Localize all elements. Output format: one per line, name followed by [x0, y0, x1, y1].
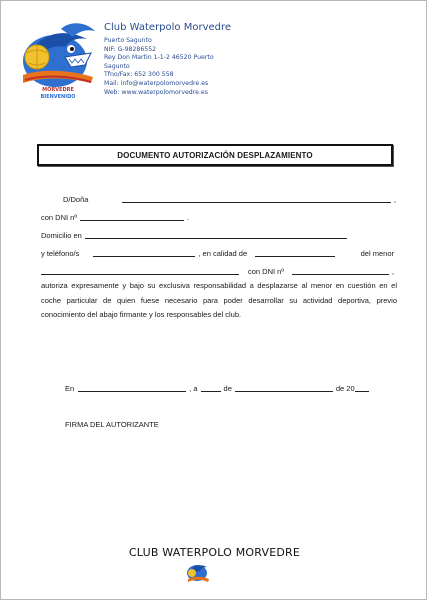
club-info-block: [104, 21, 231, 97]
label-dni: con DNI nº: [41, 213, 78, 222]
blank-day[interactable]: [201, 383, 221, 392]
logo-text-bienvenido: BIENVENIDO: [40, 94, 76, 100]
club-info-line: Tfno/Fax: 652 300 558: [104, 71, 174, 79]
club-info-line: Rey Don Martin 1-1-2 46520 Puerto: [104, 54, 214, 62]
club-logo-icon: [15, 17, 101, 101]
label-phone: y teléfono/s: [41, 249, 80, 258]
label-de: de: [223, 384, 232, 393]
form-line-name: [63, 194, 396, 205]
label-dona: D/Doña: [63, 195, 89, 204]
blank-place[interactable]: [78, 383, 186, 392]
form-line-date: [65, 383, 376, 394]
blank-minor-dni[interactable]: [292, 266, 389, 275]
label-minor-dni: con DNI nº: [248, 267, 285, 276]
footer-logo-icon: [185, 560, 211, 586]
label-en: En: [65, 384, 75, 393]
club-info-line: Mail: info@waterpolomorvedre.es: [104, 79, 209, 87]
logo-text-morvedre: MORVEDRE: [42, 87, 74, 93]
blank-name[interactable]: [122, 194, 390, 203]
label-a: , a: [189, 384, 198, 393]
blank-month[interactable]: [235, 383, 333, 392]
label-capacity: , en calidad de: [198, 249, 248, 258]
club-info-line: Web: www.waterpolomorvedre.es: [104, 88, 208, 96]
line-end: ,: [391, 267, 394, 276]
blank-address[interactable]: [85, 230, 347, 239]
line-end: ,: [393, 195, 396, 204]
form-line-minor: [41, 266, 394, 277]
signature-label: FIRMA DEL AUTORIZANTE: [65, 420, 159, 429]
label-address: Domicilio en: [41, 231, 82, 240]
document-title-box: [37, 144, 393, 166]
club-info-line: Sagunto: [104, 62, 130, 70]
document-title: DOCUMENTO AUTORIZACIÓN DESPLAZAMIENTO: [117, 150, 313, 160]
club-info-line: Puerto Sagunto: [104, 37, 152, 44]
blank-capacity[interactable]: [255, 248, 335, 257]
blank-year[interactable]: [355, 383, 369, 392]
blank-phone[interactable]: [93, 248, 195, 257]
club-name: Club Waterpolo Morvedre: [104, 22, 232, 33]
label-minor: del menor: [360, 249, 394, 258]
label-de-20: de 20: [335, 384, 355, 393]
line-end: .: [187, 213, 190, 222]
blank-minor-name[interactable]: [41, 266, 239, 275]
form-line-address: [41, 230, 394, 241]
club-info-line: NIF: G-98286552: [104, 45, 157, 53]
blank-dni[interactable]: [80, 212, 184, 221]
form-line-dni: [41, 212, 394, 223]
form-line-phone: [41, 248, 394, 259]
footer-club-name: CLUB WATERPOLO MORVEDRE: [128, 546, 301, 559]
authorization-paragraph: autoriza expresamente y bajo su exclusiva responsabilidad a desplazarse al menor en cuestión en el coche particular de quien fuese necesario para poder desarrollar su actividad deportiva, previo conocimiento del abajo firmante y los responsables del club.: [41, 281, 397, 319]
